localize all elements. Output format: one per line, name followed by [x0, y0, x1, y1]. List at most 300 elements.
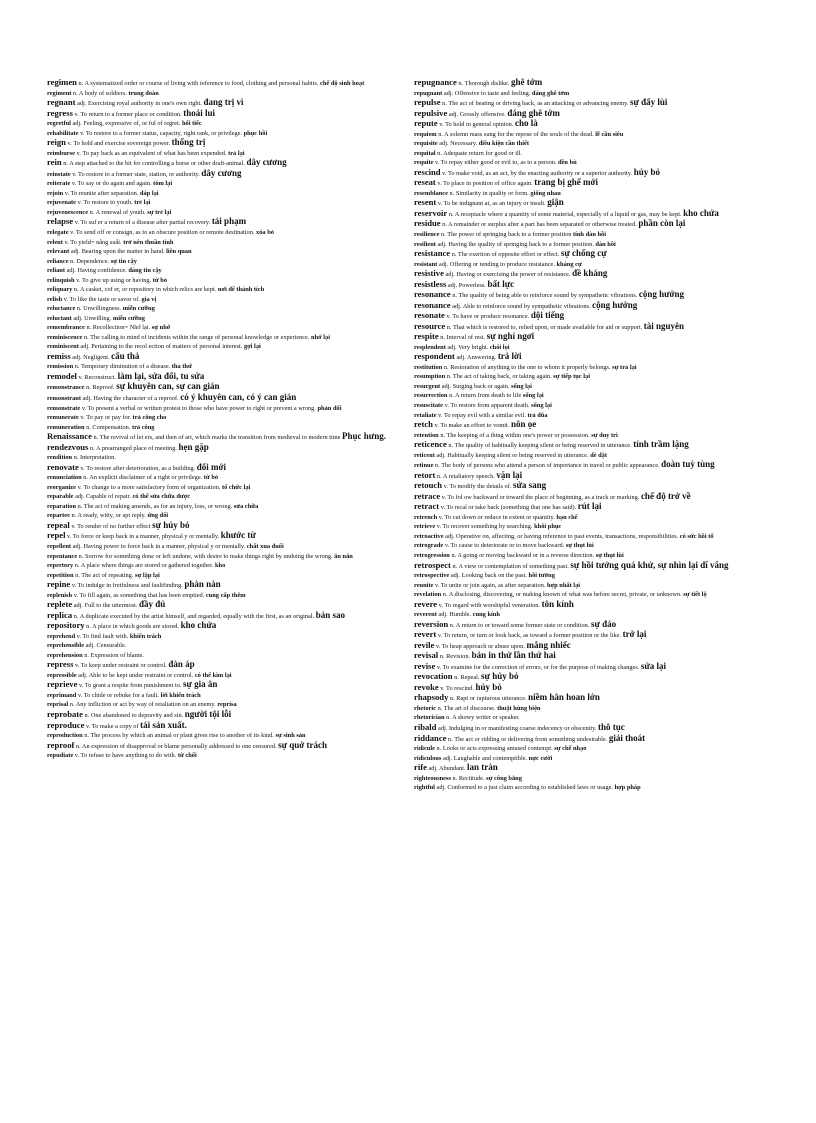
dictionary-entry [414, 109, 806, 120]
dictionary-entry [414, 492, 806, 503]
dictionary-entry [414, 774, 806, 784]
dictionary-entry [414, 189, 806, 199]
entry-definition: Laughable and contemptible. [453, 754, 528, 762]
entry-definition: Necessary. [450, 140, 478, 148]
entry-vietnamese-translation: hủy bỏ [475, 681, 502, 692]
entry-headword: remodel [47, 370, 77, 381]
entry-vietnamese-translation: tài nguyên [643, 320, 685, 331]
dictionary-entry [47, 671, 412, 681]
dictionary-entry [47, 372, 412, 383]
entry-vietnamese-translation: sự tin cậy [110, 257, 137, 265]
entry-headword: repulsive [414, 107, 448, 118]
entry-definition: Negligent. [83, 353, 110, 361]
entry-vietnamese-translation: vặn lại [496, 469, 523, 480]
entry-part-of-speech: adj. [439, 140, 449, 148]
entry-vietnamese-translation: đổi mới [196, 461, 227, 472]
entry-vietnamese-translation: đàn hồi [595, 240, 616, 248]
entry-headword: reticent [414, 451, 435, 459]
entry-vietnamese-translation: dội tiếng [530, 310, 565, 321]
entry-headword: revert [414, 629, 437, 640]
entry-part-of-speech: v. [74, 110, 79, 118]
entry-vietnamese-translation: reprisa [217, 701, 237, 709]
dictionary-entry [414, 280, 806, 291]
entry-definition: To indulge in fretfulness and faultfinding. [77, 582, 183, 590]
entry-vietnamese-translation: rút lại [577, 501, 602, 512]
entry-headword: rhetoric [414, 704, 436, 712]
entry-definition: Looks or acts expressing amused contempt. [442, 745, 553, 753]
entry-part-of-speech: n. [458, 80, 464, 87]
entry-headword: riddance [414, 732, 447, 743]
entry-definition: The body of persons who attend a person of importance in travel or public appearance. [441, 462, 660, 470]
dictionary-entry [414, 178, 806, 189]
entry-headword: reproof [47, 739, 75, 750]
entry-part-of-speech: v. [77, 483, 82, 491]
entry-vietnamese-translation: sửa chữa [233, 502, 259, 510]
entry-part-of-speech: v. [71, 522, 76, 530]
entry-part-of-speech: n. [452, 292, 457, 300]
entry-headword: retrieve [414, 523, 436, 531]
entry-part-of-speech: n. [70, 257, 75, 265]
entry-vietnamese-translation: chói lọi [489, 343, 510, 351]
entry-definition: To repay either good or evil to, as to a person. [440, 159, 557, 167]
entry-part-of-speech: n. [437, 149, 442, 157]
entry-headword: retrograde [414, 542, 444, 550]
entry-vietnamese-translation: từ bỏ [203, 474, 219, 482]
dictionary-entry [414, 460, 806, 471]
entry-definition: To give up using or having. [81, 276, 152, 284]
dictionary-entry [414, 149, 806, 159]
dictionary-entry [47, 393, 412, 404]
entry-definition: To make void, as an act, by the enacting authority or a superior authority. [447, 169, 633, 177]
entry-headword: ribald [414, 722, 437, 732]
entry-headword: retaliate [414, 411, 437, 419]
dictionary-entry [414, 89, 806, 99]
entry-part-of-speech: n. [86, 623, 91, 631]
entry-headword: repressible [47, 671, 77, 679]
entry-vietnamese-translation: hợp pháp [614, 784, 641, 792]
entry-headword: resonance [414, 299, 451, 310]
entry-definition: To examine for the correction of errors, or for the purpose of making changes. [442, 663, 640, 671]
dictionary-entry [47, 453, 412, 463]
entry-headword: remuneration [47, 423, 85, 431]
entry-part-of-speech: n. [449, 695, 455, 703]
entry-part-of-speech: adj. [73, 602, 83, 610]
entry-definition: Unwilling. [84, 314, 112, 322]
entry-vietnamese-translation: sự lặp lại [134, 571, 160, 579]
entry-part-of-speech: v. [63, 295, 69, 303]
dictionary-entry [414, 301, 806, 312]
dictionary-entry [414, 744, 806, 754]
entry-definition: To cut down or reduce in extent or quantity. [444, 513, 555, 521]
entry-vietnamese-translation: sự nhớ [151, 324, 171, 332]
dictionary-entry [414, 651, 806, 662]
entry-definition: Abundant. [438, 765, 466, 773]
entry-headword: repudiate [47, 752, 74, 760]
dictionary-entry [47, 189, 412, 199]
entry-headword: reorganize [47, 483, 76, 491]
entry-vietnamese-translation: đền bù [558, 159, 577, 167]
entry-part-of-speech: n. [72, 89, 78, 97]
entry-part-of-speech: adj. [447, 281, 458, 289]
entry-part-of-speech: v. [80, 464, 85, 472]
entry-vietnamese-translation: hủy bỏ [633, 166, 660, 177]
dictionary-entry [414, 119, 806, 130]
entry-headword: repository [47, 620, 85, 631]
entry-vietnamese-translation: giận [547, 197, 564, 208]
dictionary-entry [47, 198, 412, 208]
entry-definition: Humble. [449, 611, 472, 619]
entry-definition: Having the character of a reproof. [93, 395, 179, 402]
entry-headword: revisal [414, 650, 439, 661]
entry-part-of-speech: adj. [72, 120, 82, 128]
entry-headword: remembrance [47, 324, 85, 332]
entry-vietnamese-translation: tổ chức lại [222, 483, 251, 491]
entry-definition: Reconstruct. [84, 373, 117, 381]
dictionary-entry [47, 731, 412, 741]
entry-definition: Expression of blame. [90, 651, 144, 659]
entry-part-of-speech: adj. [436, 451, 446, 459]
entry-headword: reprisal [47, 701, 69, 709]
entry-vietnamese-translation: lời khiển trách [160, 691, 201, 699]
entry-headword: rhapsody [414, 692, 449, 703]
entry-headword: revere [414, 598, 438, 609]
entry-headword: reproduction [47, 732, 83, 740]
entry-headword: respondent [414, 351, 455, 362]
dictionary-entry [414, 168, 806, 179]
entry-part-of-speech: n. [86, 324, 92, 332]
entry-part-of-speech: adj. [428, 765, 438, 773]
entry-headword: replenish [47, 591, 73, 599]
entry-definition: To change to a more satisfactory form of organization. [83, 483, 221, 491]
entry-headword: rescind [414, 166, 441, 177]
entry-part-of-speech: v. [64, 189, 70, 197]
dictionary-entry [47, 751, 412, 761]
entry-definition: Rapt or rapturous utterance. [456, 695, 527, 703]
entry-part-of-speech: n. [78, 80, 84, 87]
dictionary-entry [414, 411, 806, 421]
entry-definition: Reproof. [92, 384, 115, 392]
entry-vietnamese-translation: gợi lại [243, 343, 261, 351]
entry-definition: Sorrow for something done or left undone, with desire to make things right by undoing the wrong. [84, 552, 333, 560]
entry-part-of-speech: v. [70, 228, 75, 236]
dictionary-entry [414, 382, 806, 392]
dictionary-entry [47, 228, 412, 238]
dictionary-entry [414, 249, 806, 260]
dictionary-entry [47, 580, 412, 591]
entry-headword: resistance [414, 248, 451, 259]
entry-part-of-speech: adj. [436, 784, 446, 792]
entry-definition: The art of discourse. [443, 704, 496, 712]
entry-definition: Pertaining to the recol ection of matters of personal interest. [91, 343, 243, 351]
entry-definition: Habitually keeping silent or being reserved in utterance. [447, 451, 589, 459]
entry-definition: To return to a former place or condition. [80, 110, 182, 118]
entry-headword: righteousness [414, 774, 451, 782]
dictionary-entry [414, 513, 806, 523]
entry-part-of-speech: adj. [66, 267, 76, 275]
entry-headword: reprehend [47, 632, 76, 640]
dictionary-entry [47, 710, 412, 721]
entry-headword: respite [414, 331, 439, 342]
entry-definition: A retaliatory speech. [442, 472, 495, 480]
dictionary-entry [47, 483, 412, 493]
entry-part-of-speech: v. [71, 180, 77, 188]
entry-vietnamese-translation: cung kính [472, 611, 500, 619]
entry-part-of-speech: n. [86, 423, 91, 431]
entry-vietnamese-translation: kho [214, 562, 226, 570]
dictionary-entry [47, 561, 412, 571]
entry-definition: Restoration of anything to the one to whom it properly belongs. [450, 363, 611, 371]
entry-vietnamese-translation: sự duy trì [591, 431, 618, 439]
entry-part-of-speech: v. [442, 169, 447, 177]
entry-definition: To reunite after separation. [70, 189, 139, 197]
dictionary-entry [414, 219, 806, 230]
entry-part-of-speech: n. [448, 442, 454, 450]
entry-vietnamese-translation: dây cương [201, 167, 242, 178]
entry-definition: To refuse to have anything to do with. [80, 752, 177, 760]
dictionary-entry [47, 266, 412, 276]
entry-definition: Dependence. [76, 257, 110, 265]
dictionary-entry [414, 704, 806, 714]
dictionary-entry [414, 130, 806, 140]
entry-vietnamese-translation: ghê tởm [510, 78, 543, 87]
dictionary-entry [414, 683, 806, 694]
dictionary-entry [414, 693, 806, 704]
entry-part-of-speech: v. [77, 199, 82, 207]
entry-vietnamese-translation: thô tục [598, 722, 625, 732]
entry-part-of-speech: v. [444, 402, 449, 409]
entry-part-of-speech: v. [438, 411, 443, 419]
dictionary-entry [414, 620, 806, 631]
entry-vietnamese-translation: sự thụt lùi [595, 551, 624, 559]
entry-vietnamese-translation: có thể sửa chữa được [132, 493, 191, 501]
entry-part-of-speech: n. [75, 742, 81, 750]
left-column [47, 78, 412, 1118]
entry-definition: Looking back on the past. [461, 572, 527, 580]
entry-headword: ridiculous [414, 754, 442, 762]
entry-headword: repugnance [414, 78, 457, 87]
dictionary-entry [414, 78, 806, 89]
dictionary-entry [47, 138, 412, 149]
entry-part-of-speech: n. [63, 160, 68, 168]
entry-definition: Thorough dislike. [464, 80, 510, 87]
entry-vietnamese-translation: trẻ lại [134, 199, 151, 207]
entry-headword: reparation [47, 502, 76, 510]
entry-definition: To restore to youth. [83, 199, 133, 207]
entry-definition: To grant a respite from punishment to. [84, 682, 182, 690]
entry-part-of-speech: adj. [78, 671, 88, 679]
entry-headword: reluctant [47, 314, 72, 322]
entry-vietnamese-translation: trả công [131, 423, 155, 431]
entry-headword: regretful [47, 120, 71, 128]
entry-definition: One abandoned to depravity and sin. [90, 712, 184, 719]
entry-definition: To like the taste or savor of. [69, 295, 140, 303]
entry-definition: The quality of being able to reinforce sound by sympathetic vibrations. [458, 292, 638, 300]
entry-part-of-speech: n. [436, 472, 442, 480]
entry-definition: To make an effort to vomit. [440, 422, 510, 430]
entry-vietnamese-translation: trả đũa [527, 411, 548, 419]
entry-definition: An explicit disclaimer of a right or privilege. [89, 474, 203, 482]
entry-vietnamese-translation: trả công cho [132, 414, 167, 422]
entry-part-of-speech: n. [441, 230, 446, 238]
entry-definition: To send off or consign, as to an obscure position or remote destination. [75, 228, 255, 236]
dictionary-entry [47, 149, 412, 159]
dictionary-entry [47, 571, 412, 581]
entry-headword: repel [47, 530, 66, 541]
dictionary-entry [47, 333, 412, 343]
entry-headword: reliquary [47, 286, 73, 294]
entry-definition: The keeping of a thing within one's power or possession. [446, 431, 590, 439]
entry-definition: A step attached to the bit for controlling a horse or other draft-animal. [69, 160, 245, 168]
entry-part-of-speech: n. [448, 735, 453, 743]
dictionary-entry [47, 314, 412, 324]
dictionary-entry [414, 481, 806, 492]
dictionary-entry [414, 541, 806, 551]
entry-headword: repeal [47, 519, 70, 530]
entry-vietnamese-translation: chất xua đuổi [246, 542, 284, 550]
entry-vietnamese-translation: miễn cưỡng [112, 314, 145, 322]
entry-definition: Having confidence. [77, 267, 127, 275]
entry-part-of-speech: n. [454, 674, 459, 682]
entry-part-of-speech: n. [74, 286, 79, 294]
entry-vietnamese-translation: đoàn tuỳ tùng [661, 459, 715, 470]
entry-headword: residue [414, 218, 441, 229]
entry-definition: To hold in general opinion. [445, 121, 514, 129]
entry-headword: retract [414, 501, 440, 512]
right-column [414, 78, 806, 1118]
entry-part-of-speech: adj. [443, 89, 454, 97]
entry-vietnamese-translation: sống lại [522, 392, 544, 400]
entry-vietnamese-translation: trung đoàn [128, 89, 159, 97]
entry-definition: A disclosing, discovering, or making known of what was before secret, private, or unknown. [448, 591, 682, 599]
entry-part-of-speech: adj. [447, 343, 457, 351]
entry-definition: A going or moving backward or in a reverse direction. [457, 551, 595, 559]
entry-part-of-speech: v. [74, 219, 80, 227]
entry-headword: reverent [414, 611, 437, 619]
entry-vietnamese-translation: giống nhau [530, 189, 561, 197]
entry-definition: Able to be kept under restraint or control. [88, 671, 194, 679]
entry-definition: The act or ridding or delivering from something undesirable. [454, 735, 608, 743]
entry-definition: Grossly offensive. [459, 110, 506, 118]
entry-definition: A showy writer or speaker. [452, 714, 520, 722]
entry-definition: To say or do again and again. [77, 180, 152, 188]
entry-part-of-speech: n. [84, 712, 90, 719]
entry-definition: Unwillingness. [83, 305, 122, 313]
dictionary-entry [47, 413, 412, 423]
entry-vietnamese-translation: chế độ sinh hoạt [320, 80, 365, 87]
dictionary-entry [47, 217, 412, 228]
entry-part-of-speech: n. [451, 251, 457, 259]
entry-vietnamese-translation: xóa bỏ [256, 228, 274, 236]
entry-part-of-speech: n. [451, 551, 457, 559]
entry-vietnamese-translation: sống lại [531, 402, 552, 409]
entry-headword: reproduce [47, 719, 85, 730]
entry-headword: rendition [47, 454, 73, 462]
entry-vietnamese-translation: sự khuyên can, sự can gián [116, 381, 220, 392]
entry-vietnamese-translation: chế độ trở về [640, 490, 691, 501]
entry-definition: Surging back or again. [452, 382, 510, 390]
entry-part-of-speech: n. [76, 305, 82, 313]
entry-headword: retrospect [414, 559, 451, 570]
entry-headword: retention [414, 431, 439, 439]
entry-part-of-speech: adj. [80, 343, 90, 351]
entry-definition: A casket, cof er, or repository in which relics are kept. [80, 286, 217, 294]
entry-part-of-speech: n. [69, 701, 75, 709]
entry-headword: repulse [414, 97, 441, 108]
entry-part-of-speech: n. [437, 704, 443, 712]
entry-definition: Answering. [467, 354, 497, 362]
entry-vietnamese-translation: hồi tưởng [528, 572, 555, 580]
dictionary-entry [47, 169, 412, 180]
entry-vietnamese-translation: nhớ lại [311, 333, 331, 341]
entry-part-of-speech: adj. [75, 493, 85, 501]
entry-headword: renovate [47, 461, 79, 472]
entry-part-of-speech: v. [73, 591, 79, 599]
entry-vietnamese-translation: làm lại, sửa đổi, tu sửa [117, 370, 205, 381]
entry-part-of-speech: v. [437, 200, 443, 208]
entry-headword: reiterate [47, 180, 71, 188]
entry-part-of-speech: v. [436, 663, 442, 671]
entry-vietnamese-translation: sự tiết lộ [683, 591, 707, 599]
entry-vietnamese-translation: trả lời [497, 351, 522, 362]
entry-definition: To repay evil with a similar evil. [443, 411, 526, 419]
entry-definition: A prearranged place of meeting. [95, 444, 177, 452]
entry-definition: Having power to force back in a manner, physical y or mentally. [83, 542, 246, 550]
dictionary-entry [47, 741, 412, 752]
dictionary-entry [47, 443, 412, 454]
entry-part-of-speech: n. [93, 434, 99, 442]
entry-part-of-speech: v. [81, 404, 87, 412]
entry-vietnamese-translation: đáng ghê tởm [507, 107, 560, 118]
entry-vietnamese-translation: tái sản xuất. [140, 719, 187, 730]
entry-vietnamese-translation: sự quở trách [278, 739, 328, 750]
entry-vietnamese-translation: tóm lại [153, 180, 173, 188]
entry-definition: To make a copy of [91, 722, 139, 730]
entry-definition: A renewal of youth. [95, 208, 146, 216]
entry-part-of-speech: v. [444, 542, 450, 550]
entry-part-of-speech: n. [443, 363, 449, 371]
entry-definition: Any infliction or act by way of retaliation on an enemy. [75, 701, 216, 709]
entry-definition: Operative on, affecting, or having reference to past events, transactions, responsibilities. [456, 532, 679, 540]
entry-headword: revise [414, 660, 436, 671]
entry-part-of-speech: v. [438, 601, 443, 609]
entry-definition: That which is restored to, relied upon, or made available for aid or support. [452, 323, 643, 331]
entry-vietnamese-translation: khước từ [220, 530, 256, 541]
entry-headword: ridicule [414, 745, 435, 753]
entry-headword: regimen [47, 78, 77, 87]
entry-vietnamese-translation: thuật hùng biện [497, 704, 541, 712]
entry-headword: resonance [414, 289, 451, 300]
entry-vietnamese-translation: dây cương [246, 157, 287, 168]
entry-part-of-speech: n. [446, 714, 451, 722]
dictionary-entry [47, 98, 412, 109]
entry-vietnamese-translation: đang trị vì [203, 97, 244, 108]
entry-headword: resilience [414, 230, 440, 238]
entry-definition: An expression of disapproval or blame personally addressed to one censured. [81, 742, 277, 750]
entry-definition: To unite or join again, as after separation. [440, 581, 546, 589]
entry-headword: requiem [414, 130, 437, 138]
entry-vietnamese-translation: hợp nhất lại [547, 581, 581, 589]
entry-vietnamese-translation: ăn năn [334, 552, 353, 560]
entry-part-of-speech: n. [452, 562, 458, 570]
entry-headword: replica [47, 609, 73, 620]
dictionary-entry [47, 362, 412, 372]
entry-definition: To restore after deterioration, as a building. [86, 464, 196, 472]
dictionary-entry [414, 662, 806, 673]
entry-vietnamese-translation: đầy đủ [138, 599, 166, 610]
dictionary-entry [414, 451, 806, 461]
entry-vietnamese-translation: điều kiện cần thiết [478, 140, 529, 148]
entry-vietnamese-translation: tôn kính [541, 598, 574, 609]
